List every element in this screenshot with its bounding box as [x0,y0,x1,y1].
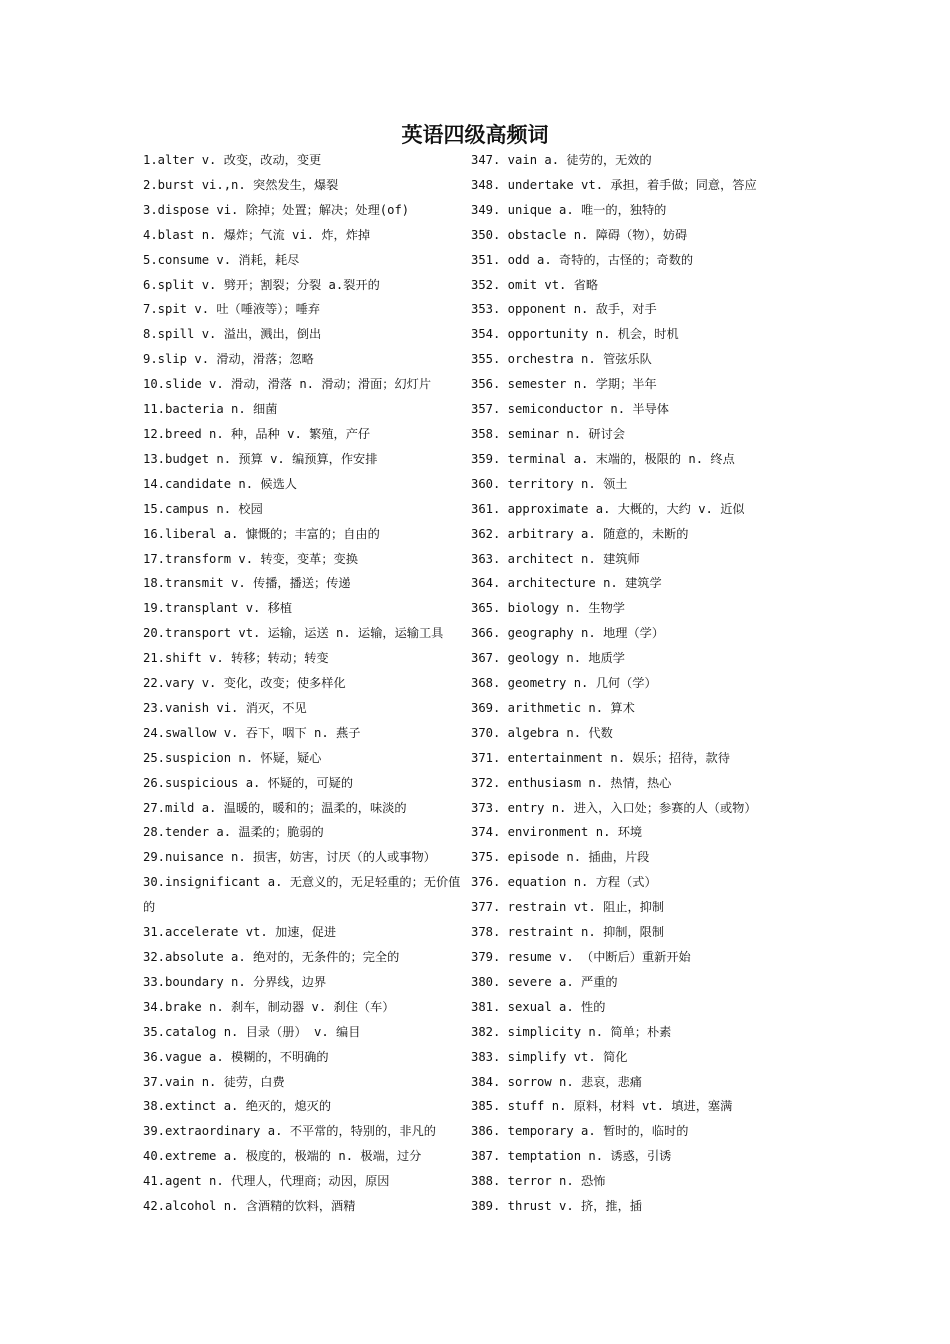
word-entry: 386. temporary a. 暂时的，临时的 [471,1124,689,1139]
word-entry: 27.mild a. 温暖的，暖和的；温柔的，味淡的 [143,800,407,815]
word-entry: 25.suspicion n. 怀疑，疑心 [143,750,322,765]
word-entry: 372. enthusiasm n. 热情，热心 [471,775,672,790]
word-entry: 15.campus n. 校园 [143,501,263,516]
word-entry: 14.candidate n. 候选人 [143,476,297,491]
word-entry: 5.consume v. 消耗，耗尽 [143,252,300,267]
word-entry: 371. entertainment n. 娱乐；招待，款待 [471,750,730,765]
word-entry: 17.transform v. 转变，变革；变换 [143,551,358,566]
word-entry: 381. sexual a. 性的 [471,999,606,1014]
word-entry: 39.extraordinary a. 不平常的，特别的，非凡的 [143,1124,436,1139]
word-entry: 11.bacteria n. 细菌 [143,402,278,417]
word-entry: 388. terror n. 恐怖 [471,1174,606,1189]
word-entry: 347. vain a. 徒劳的，无效的 [471,153,652,167]
word-entry: 382. simplicity n. 简单；朴素 [471,1024,672,1039]
word-entry: 348. undertake vt. 承担，着手做；同意，答应 [471,177,757,192]
word-entry: 376. equation n. 方程（式） [471,875,657,890]
word-entry: 361. approximate a. 大概的，大约 v. 近似 [471,501,745,516]
word-entry: 4.blast n. 爆炸；气流 vi. 炸，炸掉 [143,227,371,242]
word-entry: 28.tender a. 温柔的；脆弱的 [143,825,324,840]
word-entry: 3.dispose vi. 除掉；处置；解决；处理(of) [143,202,410,217]
word-entry: 385. stuff n. 原料，材料 vt. 填进，塞满 [471,1099,733,1114]
word-entry: 36.vague a. 模糊的，不明确的 [143,1049,329,1064]
word-entry: 356. semester n. 学期；半年 [471,377,657,392]
word-entry: 1.alter v. 改变，改动，变更 [143,153,322,167]
word-entry: 379. resume v. （中断后）重新开始 [471,950,691,964]
word-entry: 22.vary v. 变化，改变；使多样化 [143,676,346,691]
word-entry: 353. opponent n. 敌手，对手 [471,302,657,317]
word-entry: 349. unique a. 唯一的，独特的 [471,202,667,217]
word-entry: 355. orchestra n. 管弦乐队 [471,352,652,367]
word-entry: 40.extreme a. 极度的，极端的 n. 极端，过分 [143,1149,422,1164]
word-entry: 37.vain n. 徒劳，白费 [143,1074,285,1089]
word-entry: 31.accelerate vt. 加速，促进 [143,925,337,940]
word-entry: 380. severe a. 严重的 [471,974,618,989]
word-entry: 13.budget n. 预算 v. 编预算，作安排 [143,451,378,466]
word-entry: 362. arbitrary a. 随意的，未断的 [471,526,689,541]
word-entry: 360. territory n. 领土 [471,476,628,491]
word-entry: 16.liberal a. 慷慨的；丰富的；自由的 [143,526,380,541]
word-entry: 6.split v. 劈开；割裂；分裂 a.裂开的 [143,277,380,292]
word-entry: 352. omit vt. 省略 [471,277,599,292]
word-entry: 375. episode n. 插曲，片段 [471,850,650,865]
word-entry: 8.spill v. 溢出，溅出，倒出 [143,327,322,342]
word-entry: 12.breed n. 种，品种 v. 繁殖，产仔 [143,426,371,441]
word-entry: 29.nuisance n. 损害，妨害，讨厌（的人或事物） [143,850,436,865]
word-entry: 363. architect n. 建筑师 [471,551,640,566]
word-entry: 26.suspicious a. 怀疑的，可疑的 [143,775,354,790]
word-entry: 35.catalog n. 目录（册） v. 编目 [143,1024,361,1039]
word-entry: 378. restraint n. 抑制，限制 [471,925,665,940]
word-entry: 370. algebra n. 代数 [471,725,613,740]
word-entry: 374. environment n. 环境 [471,825,643,840]
word-entry: 19.transplant v. 移植 [143,601,293,616]
word-entry: 32.absolute a. 绝对的，无条件的；完全的 [143,950,400,964]
word-entry: 364. architecture n. 建筑学 [471,576,662,591]
word-entry: 350. obstacle n. 障碍（物），妨碍 [471,227,688,242]
word-entry: 357. semiconductor n. 半导体 [471,402,669,417]
word-entry: 354. opportunity n. 机会，时机 [471,327,679,342]
word-entry: 366. geography n. 地理（学） [471,626,665,641]
word-entry: 38.extinct a. 绝灭的，熄灭的 [143,1099,332,1114]
word-entry: 24.swallow v. 吞下，咽下 n. 燕子 [143,725,361,740]
word-entry: 33.boundary n. 分界线，边界 [143,974,327,989]
word-entry: 21.shift v. 转移；转动；转变 [143,651,329,666]
word-entry: 351. odd a. 奇特的，古怪的；奇数的 [471,252,694,267]
word-entry: 377. restrain vt. 阻止，抑制 [471,900,665,915]
word-entry: 23.vanish vi. 消灭，不见 [143,700,307,715]
page-title: 英语四级高频词 [401,122,549,147]
word-entry: 20.transport vt. 运输，运送 n. 运输，运输工具 [143,626,444,641]
word-entry: 369. arithmetic n. 算术 [471,700,635,715]
word-entry: 367. geology n. 地质学 [471,651,625,666]
word-entry: 359. terminal a. 末端的，极限的 n. 终点 [471,451,735,466]
word-entry: 368. geometry n. 几何（学） [471,676,657,691]
word-entry: 41.agent n. 代理人，代理商；动因，原因 [143,1174,390,1189]
word-entry: 384. sorrow n. 悲哀，悲痛 [471,1074,642,1089]
word-entry: 10.slide v. 滑动，滑落 n. 滑动；滑面；幻灯片 [143,377,432,392]
word-entry: 34.brake n. 刹车，制动器 v. 刹住（车） [143,999,395,1014]
word-entry: 387. temptation n. 诱惑，引诱 [471,1149,672,1164]
word-entry: 373. entry n. 进入，入口处；参赛的人（或物） [471,800,757,815]
word-entry: 7.spit v. 吐（唾液等）；唾弃 [143,302,320,317]
word-entry: 30.insignificant a. 无意义的，无足轻重的；无价值的 [143,875,461,915]
word-list-right-column [471,148,811,1219]
word-list-left-column [143,148,473,1219]
word-entry: 365. biology n. 生物学 [471,601,625,616]
word-entry: 383. simplify vt. 简化 [471,1049,628,1064]
word-entry: 358. seminar n. 研讨会 [471,426,625,441]
word-entry: 18.transmit v. 传播，播送；传递 [143,576,351,591]
word-entry: 9.slip v. 滑动，滑落；忽略 [143,352,314,367]
word-entry: 2.burst vi.,n. 突然发生，爆裂 [143,177,339,192]
word-entry: 42.alcohol n. 含酒精的饮料，酒精 [143,1199,356,1214]
word-entry: 389. thrust v. 挤，推，插 [471,1199,642,1214]
